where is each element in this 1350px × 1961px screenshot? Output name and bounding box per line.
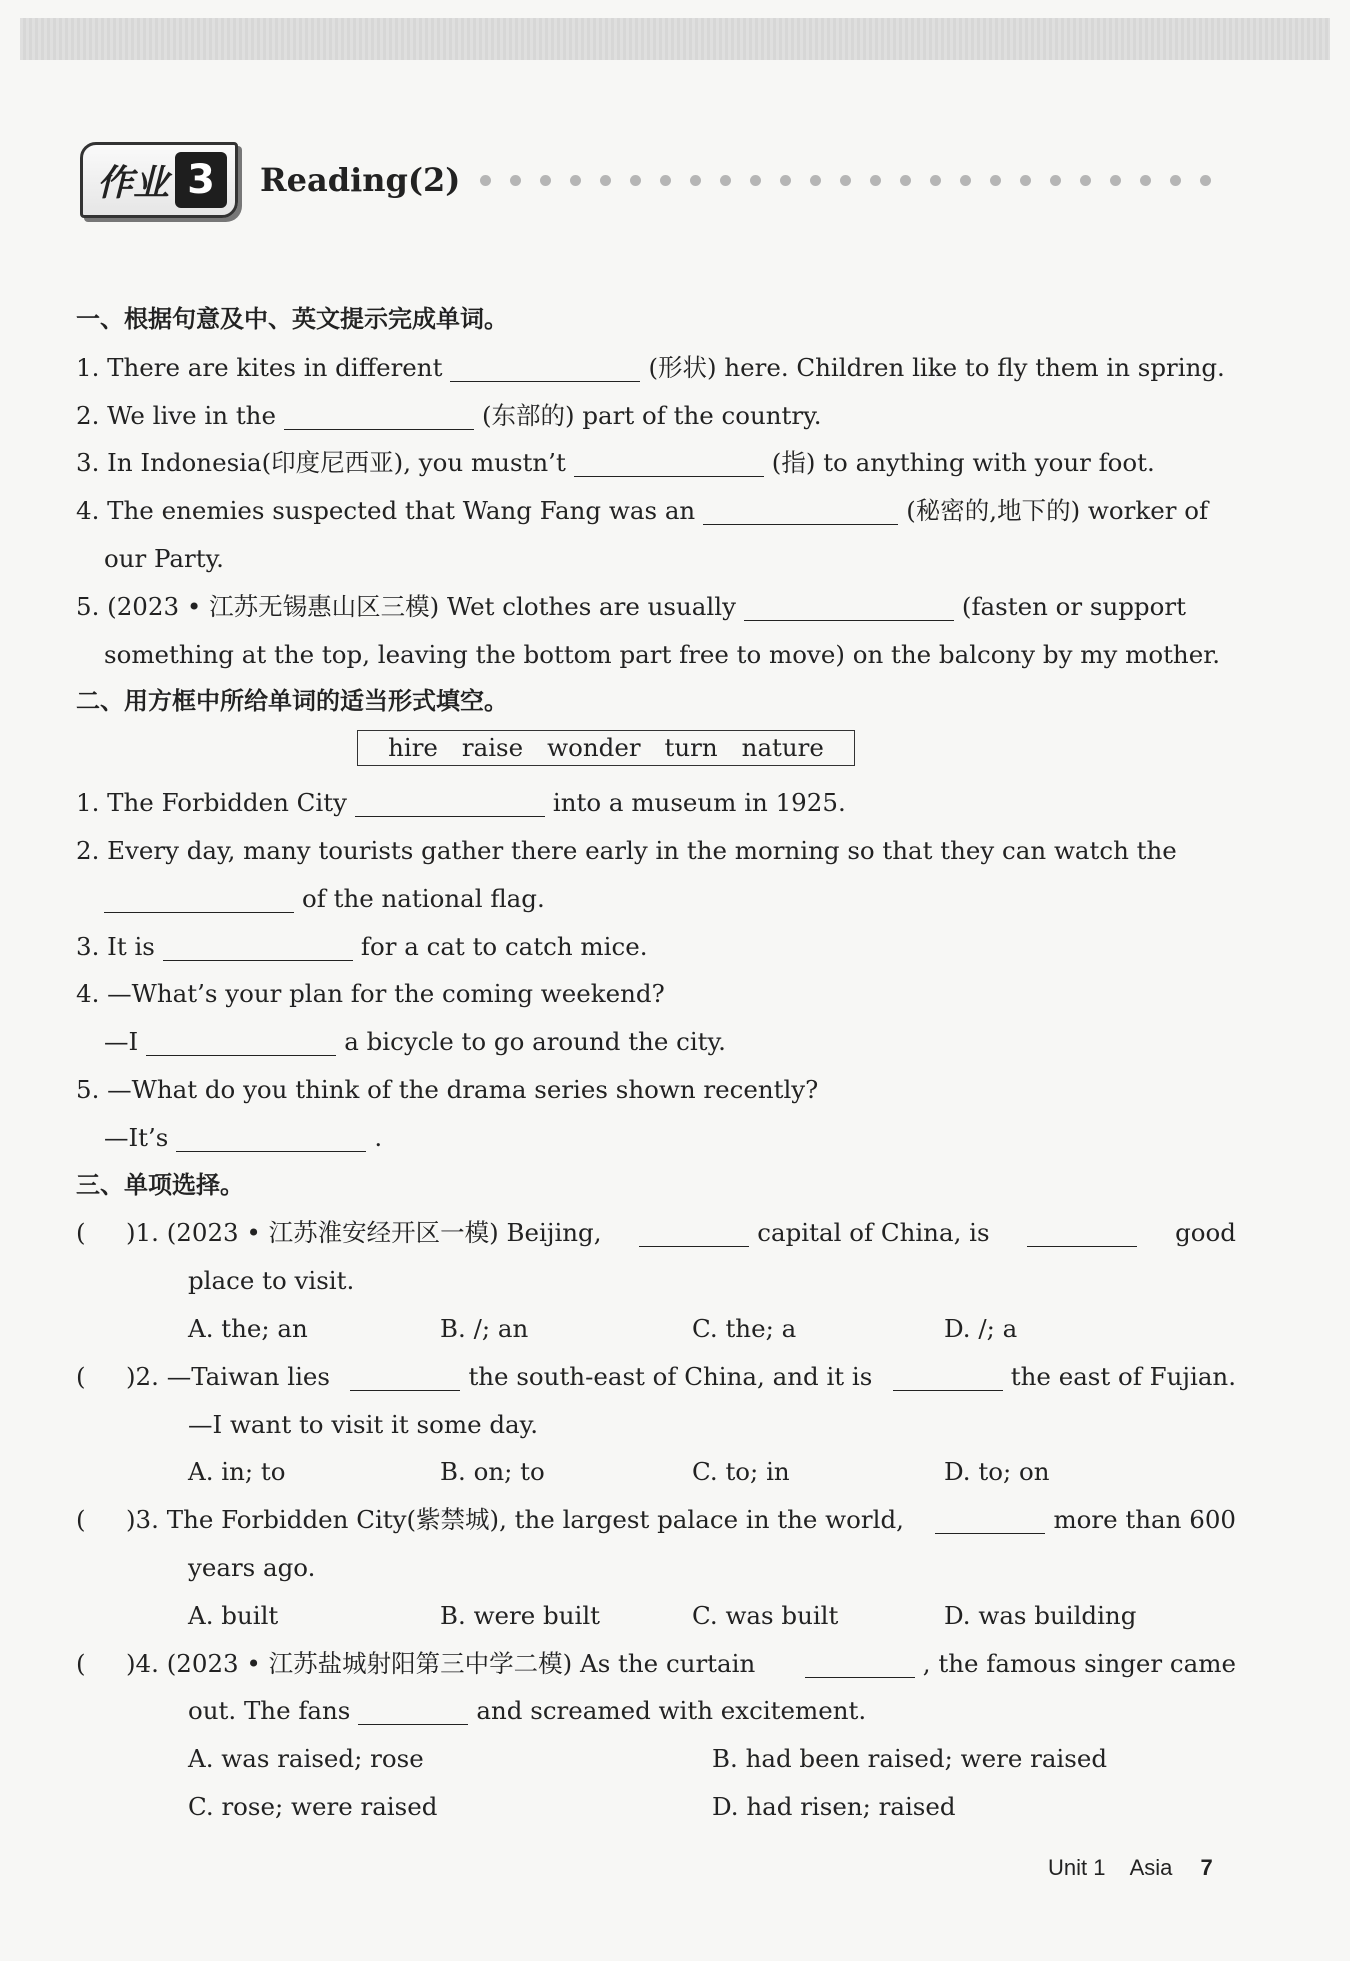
option-b[interactable]: B. were built — [440, 1600, 601, 1630]
word-item: raise — [461, 733, 524, 763]
answer-blank[interactable] — [574, 446, 764, 477]
top-scan-band — [20, 18, 1330, 60]
s2-question-5-cont: —It’s . — [104, 1122, 383, 1152]
section1-heading: 一、根据句意及中、英文提示完成单词。 — [76, 305, 508, 333]
option-c[interactable]: C. the; a — [692, 1313, 797, 1343]
s1-question-1: 1. There are kites in different (形状) here. Children like to fly them in spring. — [76, 352, 1225, 382]
mc-options-4b — [76, 1783, 1236, 1831]
option-b[interactable]: B. on; to — [440, 1457, 545, 1487]
answer-blank[interactable] — [176, 1121, 366, 1152]
answer-paren[interactable]: ( — [76, 1505, 86, 1535]
s1-question-4: 4. The enemies suspected that Wang Fang was an (秘密的,地下的) worker of — [76, 496, 1209, 526]
answer-paren[interactable]: ( — [76, 1218, 86, 1248]
answer-blank[interactable] — [935, 1503, 1045, 1534]
s2-question-2: 2. Every day, many tourists gather there early in the morning so that they can watch the — [76, 835, 1177, 865]
page-footer — [1048, 1855, 1213, 1881]
answer-blank[interactable] — [284, 399, 474, 430]
answer-blank[interactable] — [146, 1025, 336, 1056]
title-dots — [480, 175, 1211, 186]
answer-blank[interactable] — [163, 930, 353, 961]
mc-question-2: ( )2. —Taiwan lies the south-east of China, and it is the east of Fujian. — [76, 1353, 1236, 1401]
option-c[interactable]: C. rose; were raised — [188, 1791, 438, 1821]
mc-question-1: ( )1. (2023 • 江苏淮安经开区一模) Beijing, capital of China, is good — [76, 1209, 1236, 1257]
s1-question-5-cont: something at the top, leaving the bottom part free to move) on the balcony by my mother. — [104, 639, 1221, 669]
word-item: hire — [388, 733, 438, 763]
option-b[interactable]: B. had been raised; were raised — [712, 1744, 1108, 1774]
mc-question-4: ( )4. (2023 • 江苏盐城射阳第三中学二模) As the curtain , the famous singer came — [76, 1640, 1236, 1688]
option-d[interactable]: D. was building — [944, 1600, 1137, 1630]
option-a[interactable]: A. built — [188, 1600, 279, 1630]
answer-blank[interactable] — [805, 1647, 915, 1678]
word-item: nature — [741, 733, 824, 763]
word-item: wonder — [547, 733, 641, 763]
mc-question-2-cont: —I want to visit it some day. — [188, 1409, 539, 1439]
s2-question-5: 5. —What do you think of the drama series shown recently? — [76, 1074, 819, 1104]
mc-options-2 — [76, 1448, 1236, 1496]
answer-blank[interactable] — [703, 494, 898, 525]
mc-options-3 — [76, 1592, 1236, 1640]
answer-blank[interactable] — [358, 1694, 468, 1725]
word-box-row — [76, 726, 1236, 779]
option-d[interactable]: D. to; on — [944, 1457, 1050, 1487]
page-number: 7 — [1200, 1855, 1213, 1880]
option-a[interactable]: A. was raised; rose — [188, 1744, 424, 1774]
section3-heading: 三、单项选择。 — [76, 1170, 244, 1199]
s2-question-4-cont: —I a bicycle to go around the city. — [104, 1027, 726, 1057]
badge-text: 作业 — [97, 162, 170, 204]
page-title: Reading(2) — [260, 161, 461, 199]
option-c[interactable]: C. was built — [692, 1600, 839, 1630]
s1-question-5: 5. (2023 • 江苏无锡惠山区三模) Wet clothes are usually (fasten or support — [76, 591, 1186, 621]
answer-blank[interactable] — [639, 1216, 749, 1247]
answer-blank[interactable] — [450, 351, 640, 382]
mc-question-3: ( )3. The Forbidden City(紫禁城), the largest palace in the world, more than 600 — [76, 1496, 1236, 1544]
mc-question-3-cont: years ago. — [188, 1552, 316, 1582]
s1-question-2: 2. We live in the (东部的) part of the country. — [76, 400, 822, 430]
option-a[interactable]: A. in; to — [188, 1457, 286, 1487]
answer-paren[interactable]: ( — [76, 1361, 86, 1391]
s2-question-1: 1. The Forbidden City into a museum in 1925. — [76, 788, 846, 818]
word-item: turn — [664, 733, 718, 763]
mc-options-4a — [76, 1735, 1236, 1783]
answer-blank[interactable] — [104, 882, 294, 913]
option-c[interactable]: C. to; in — [692, 1457, 790, 1487]
badge-number: 3 — [175, 152, 227, 208]
section2-heading: 二、用方框中所给单词的适当形式填空。 — [76, 687, 508, 716]
answer-paren[interactable]: ( — [76, 1648, 86, 1678]
s2-question-2-cont: of the national flag. — [76, 875, 1236, 923]
option-a[interactable]: A. the; an — [188, 1313, 308, 1343]
homework-badge — [80, 142, 238, 218]
footer-unit: Unit 1 — [1048, 1855, 1106, 1880]
option-d[interactable]: D. had risen; raised — [712, 1791, 956, 1821]
answer-blank[interactable] — [1027, 1216, 1137, 1247]
mc-options-1 — [76, 1305, 1236, 1353]
answer-blank[interactable] — [893, 1360, 1003, 1391]
mc-question-4-cont: out. The fans and screamed with excitement. — [188, 1696, 867, 1726]
option-b[interactable]: B. /; an — [440, 1313, 529, 1343]
s2-question-4: 4. —What’s your plan for the coming weekend? — [76, 979, 665, 1009]
footer-topic: Asia — [1129, 1855, 1173, 1880]
option-d[interactable]: D. /; a — [944, 1313, 1018, 1343]
exercise-content — [76, 296, 1236, 1831]
answer-blank[interactable] — [350, 1360, 460, 1391]
answer-blank[interactable] — [744, 590, 954, 621]
s2-question-3: 3. It is for a cat to catch mice. — [76, 931, 648, 961]
mc-question-1-cont: place to visit. — [188, 1266, 355, 1296]
s1-question-4-cont: our Party. — [104, 543, 224, 573]
s1-question-3: 3. In Indonesia(印度尼西亚), you mustn’t (指) to anything with your foot. — [76, 448, 1155, 478]
word-box — [357, 730, 855, 766]
homework-header — [80, 140, 1211, 220]
answer-blank[interactable] — [355, 786, 545, 817]
